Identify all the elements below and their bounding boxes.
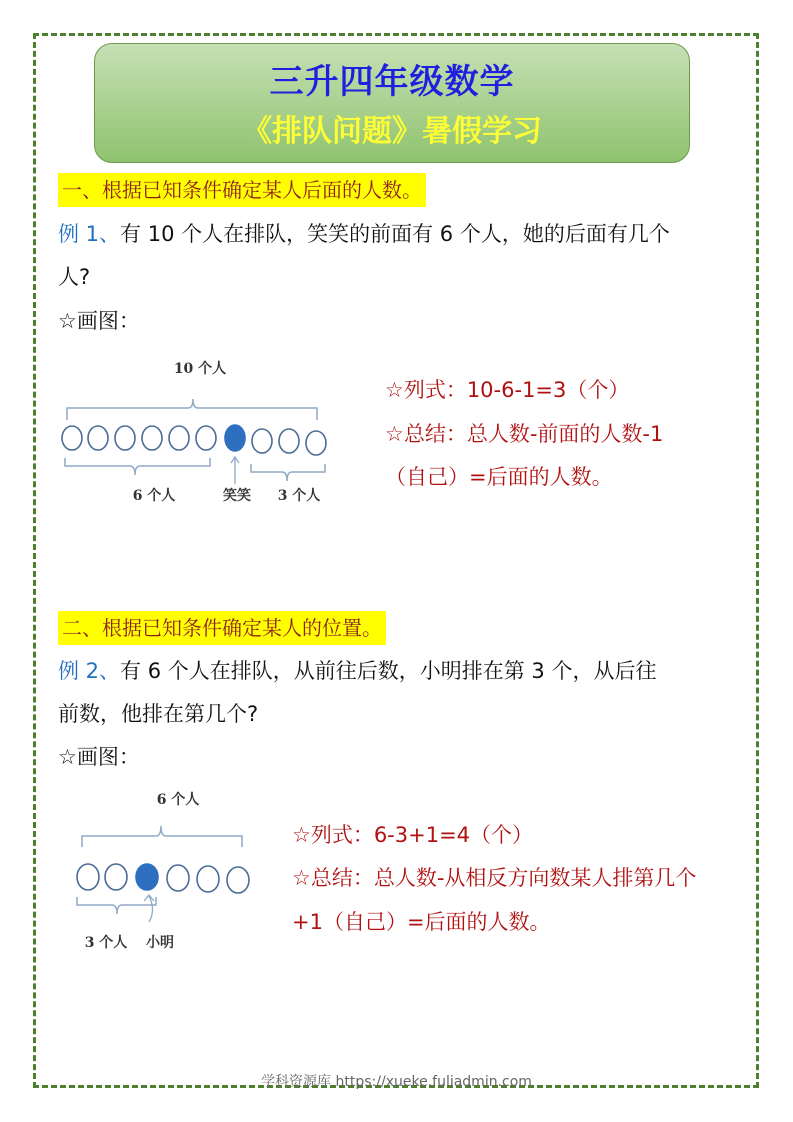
- person-circle: [115, 426, 135, 450]
- person-circle: [279, 429, 299, 453]
- example1-draw-label: ☆画图：: [58, 309, 140, 333]
- example1-line1: [58, 219, 670, 249]
- example1-diagram: [55, 352, 345, 512]
- diagram1-top-brace: [67, 399, 317, 420]
- diagram1-right-label: 3 个人: [277, 488, 321, 504]
- person-circle: [169, 426, 189, 450]
- page-title: 三升四年级数学: [269, 62, 515, 102]
- person-circle: [197, 866, 219, 892]
- example2-draw-label: ☆画图：: [58, 745, 140, 769]
- person-circle: [142, 426, 162, 450]
- example1-line2: 人?: [58, 265, 91, 289]
- example2-line2: 前数，他排在第几个?: [58, 702, 259, 726]
- person-circle: [62, 426, 82, 450]
- person-circle: [252, 429, 272, 453]
- page-subtitle: 《排队问题》暑假学习: [242, 114, 542, 149]
- diagram2-left-brace: [77, 897, 156, 914]
- diagram1-total-label: 10 个人: [173, 361, 227, 377]
- diagram2-left-label: 3 个人: [84, 935, 128, 951]
- diagram1-left-brace: [65, 458, 210, 475]
- example2-summary-line2: +1（自己）=后面的人数。: [292, 910, 551, 934]
- target-person-circle: [136, 864, 158, 890]
- person-circle: [227, 867, 249, 893]
- diagram1-left-label: 6 个人: [132, 488, 176, 504]
- example1-summary-line2: （自己）=后面的人数。: [385, 465, 613, 489]
- person-circle: [306, 431, 326, 455]
- example2-label: 例 2、: [58, 659, 121, 683]
- example2-summary-line1: ☆总结：总人数-从相反方向数某人排第几个: [292, 866, 697, 890]
- person-circle: [77, 864, 99, 890]
- diagram1-person-label: 笑笑: [223, 488, 251, 504]
- person-circle: [167, 865, 189, 891]
- example2-diagram: [70, 784, 260, 959]
- person-circle: [88, 426, 108, 450]
- diagram2-arrow: [144, 895, 154, 922]
- section2-heading: 二、根据已知条件确定某人的位置。: [58, 611, 386, 645]
- person-circle: [105, 864, 127, 890]
- footer-source: 学科资源库 https://xueke.fuliadmin.com: [261, 1074, 532, 1090]
- diagram1-arrow: [231, 457, 239, 484]
- example2-question-text: 有 6 个人在排队，从前往后数，小明排在第 3 个，从后往: [120, 659, 657, 683]
- diagram2-person-label: 小明: [146, 935, 174, 951]
- diagram2-total-label: 6 个人: [156, 792, 200, 808]
- diagram1-right-brace: [251, 464, 325, 481]
- target-person-circle: [225, 425, 245, 451]
- diagram2-queue: [77, 864, 249, 893]
- title-banner: [94, 43, 690, 163]
- example1-question-text: 有 10 个人在排队，笑笑的前面有 6 个人，她的后面有几个: [120, 222, 670, 246]
- diagram2-top-brace: [82, 826, 242, 847]
- person-circle: [196, 426, 216, 450]
- example1-formula: ☆列式：10-6-1=3（个）: [385, 378, 630, 402]
- example2-formula: ☆列式：6-3+1=4（个）: [292, 823, 534, 847]
- example1-summary-line1: ☆总结：总人数-前面的人数-1: [385, 422, 664, 446]
- example1-label: 例 1、: [58, 222, 121, 246]
- example2-line1: [58, 656, 656, 686]
- diagram1-queue: [62, 425, 326, 455]
- section1-heading: 一、根据已知条件确定某人后面的人数。: [58, 173, 426, 207]
